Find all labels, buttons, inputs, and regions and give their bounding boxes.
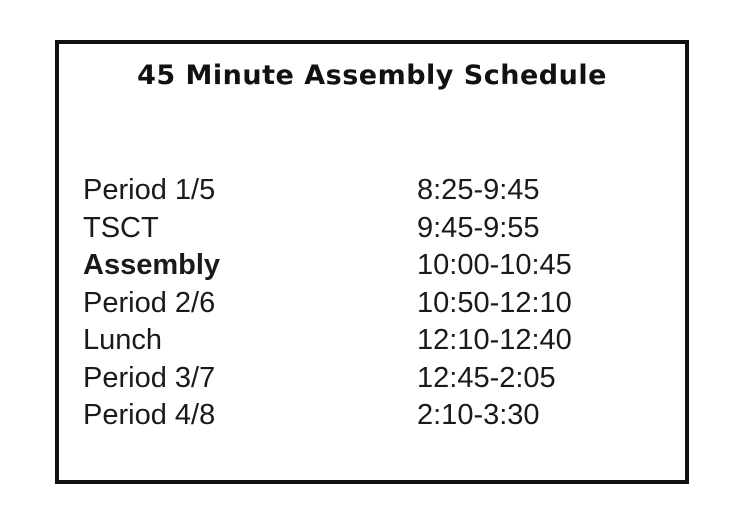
schedule-row-label: Period 1/5 xyxy=(83,174,216,206)
schedule-row-label: TSCT xyxy=(83,211,159,244)
schedule-row-time: 8:25-9:45 xyxy=(417,174,540,206)
schedule-row-label: Period 2/6 xyxy=(83,286,216,319)
schedule-row-time: 9:45-9:55 xyxy=(417,211,540,244)
schedule-row-6 xyxy=(83,397,643,435)
schedule-row-0 xyxy=(83,172,643,210)
schedule-row-label: Assembly xyxy=(83,249,221,281)
schedule-row-label: Lunch xyxy=(83,324,163,356)
schedule-row-time: 10:00-10:45 xyxy=(417,249,572,281)
schedule-row-1 xyxy=(83,210,643,248)
schedule-row-label: Period 4/8 xyxy=(83,399,216,431)
schedule-row-4 xyxy=(83,322,643,360)
schedule-row-time: 12:10-12:40 xyxy=(417,324,572,356)
schedule-row-label: Period 3/7 xyxy=(83,361,216,394)
schedule-row-5 xyxy=(83,360,643,398)
schedule-row-3 xyxy=(83,285,643,323)
schedule-row-time: 12:45-2:05 xyxy=(417,361,556,394)
schedule-title: 45 Minute Assembly Schedule xyxy=(137,60,607,91)
schedule-card xyxy=(55,40,689,484)
schedule-table xyxy=(83,172,643,435)
schedule-row-2 xyxy=(83,247,643,285)
schedule-row-time: 2:10-3:30 xyxy=(417,399,540,431)
schedule-row-time: 10:50-12:10 xyxy=(417,286,572,319)
